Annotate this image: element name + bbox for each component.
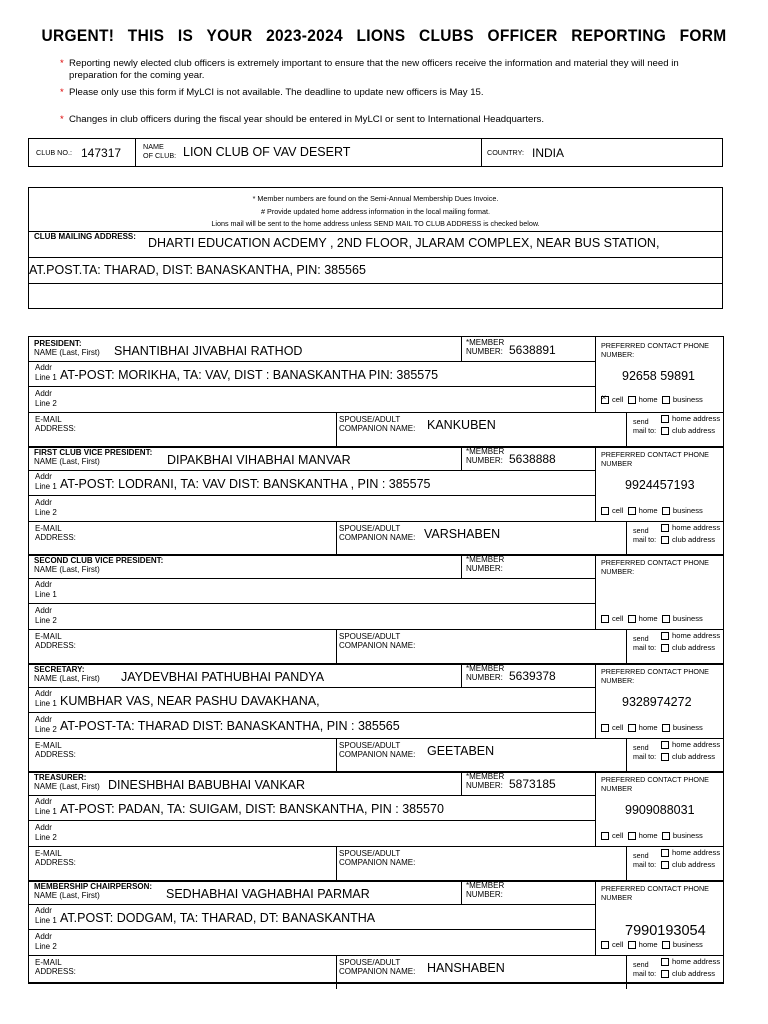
club-mailing-address-block: [28, 187, 723, 309]
spouse-label-2: COMPANION NAME:: [339, 533, 416, 542]
mail-to-label: mail to:: [633, 860, 657, 869]
addr-line2-label: Line 2: [35, 833, 57, 842]
email-label: E-MAIL: [35, 741, 62, 750]
bullet-star-icon: *: [60, 58, 64, 69]
name-sub-label: NAME (Last, First): [34, 782, 100, 791]
club-address-line1[interactable]: DHARTI EDUCATION ACDEMY , 2ND FLOOR, JLARAM COMPLEX, NEAR BUS STATION,: [148, 236, 660, 250]
club-name-label-bottom: OF CLUB:: [143, 151, 177, 160]
club-name-field[interactable]: LION CLUB OF VAV DESERT: [183, 145, 351, 159]
email-label-2: ADDRESS:: [35, 858, 76, 867]
officer-role-label: TREASURER:: [34, 773, 87, 782]
business-label: business: [672, 940, 703, 949]
mail-home-option: [661, 957, 720, 966]
mail-club-option: [661, 860, 715, 869]
email-label-2: ADDRESS:: [35, 967, 76, 976]
member-number-field[interactable]: 5638888: [509, 452, 556, 466]
business-label: business: [672, 614, 703, 623]
member-number-field[interactable]: 5638891: [509, 343, 556, 357]
email-label-2: ADDRESS:: [35, 641, 76, 650]
mail-club-option: [661, 969, 715, 978]
spouse-label: SPOUSE/ADULT: [339, 849, 401, 858]
addr-line1-field[interactable]: AT-POST: MORIKHA, TA: VAV, DIST : BANASKANTHA PIN: 385575: [60, 368, 439, 382]
preferred-phone-label: PREFERRED CONTACT PHONE: [601, 341, 709, 350]
phone-number-field[interactable]: 92658 59891: [622, 369, 695, 383]
addr-label: Addr: [35, 689, 52, 698]
home-address-label: home address: [672, 848, 721, 857]
club-address-line2[interactable]: AT.POST.TA: THARAD, DIST: BANASKANTHA, PIN: 385565: [29, 263, 366, 277]
club-address-label: club address: [672, 426, 716, 435]
email-label-2: ADDRESS:: [35, 424, 76, 433]
phone-type-options: [601, 940, 703, 949]
send-label: send: [633, 634, 649, 643]
officer-section-treasurer: [29, 771, 723, 880]
preferred-phone-label-2: NUMBER: [601, 459, 633, 468]
country-field[interactable]: INDIA: [532, 146, 565, 160]
home-address-label: home address: [672, 740, 721, 749]
cell-label: cell: [612, 723, 624, 732]
member-number-label: *MEMBER: [466, 447, 505, 456]
home-label: home: [638, 940, 658, 949]
club-info-row: [28, 138, 723, 167]
home-checkbox[interactable]: [628, 615, 636, 623]
addr-label: Addr: [35, 823, 52, 832]
note-mylci: [60, 87, 720, 99]
addr-label: Addr: [35, 932, 52, 941]
preferred-phone-label: PREFERRED CONTACT PHONE: [601, 884, 709, 893]
phone-type-options: [601, 506, 703, 515]
mail-club-option: [661, 643, 715, 652]
preferred-phone-label-2: NUMBER:: [601, 567, 635, 576]
spouse-name-field[interactable]: GEETABEN: [427, 744, 495, 758]
spouse-name-field[interactable]: HANSHABEN: [427, 961, 505, 975]
mail-to-label: mail to:: [633, 426, 657, 435]
email-label-2: ADDRESS:: [35, 750, 76, 759]
officer-section-membership-chairperson: [29, 880, 723, 989]
business-checkbox[interactable]: [662, 832, 670, 840]
send-label: send: [633, 960, 649, 969]
spouse-name-field[interactable]: VARSHABEN: [424, 527, 501, 541]
member-number-label-2: NUMBER:: [466, 781, 503, 790]
note-text: Please only use this form if MyLCI is not available. The deadline to update new officers is May 15.: [69, 87, 484, 98]
name-sub-label: NAME (Last, First): [34, 457, 100, 466]
send-label: send: [633, 526, 649, 535]
country-label: COUNTRY:: [487, 148, 525, 157]
preferred-phone-label-2: NUMBER: [601, 784, 633, 793]
addr-line2-label: Line 2: [35, 725, 57, 734]
spouse-label: SPOUSE/ADULT: [339, 524, 401, 533]
home-checkbox[interactable]: [628, 507, 636, 515]
officers-table: [28, 336, 724, 984]
home-label: home: [638, 723, 658, 732]
home-label: home: [638, 395, 658, 404]
name-sub-label: NAME (Last, First): [34, 674, 100, 683]
form-title: URGENT! THIS IS YOUR 2023-2024 LIONS CLUBS OFFICER REPORTING FORM: [41, 27, 727, 46]
member-number-label: *MEMBER: [466, 881, 505, 890]
club-address-label: club address: [672, 969, 716, 978]
phone-type-options: [601, 614, 703, 623]
bullet-star-icon: *: [60, 114, 64, 125]
phone-type-options: [601, 723, 703, 732]
email-label-2: ADDRESS:: [35, 533, 76, 542]
addr-label: Addr: [35, 580, 52, 589]
email-label: E-MAIL: [35, 524, 62, 533]
officer-role-label: PRESIDENT:: [34, 339, 82, 348]
spouse-label: SPOUSE/ADULT: [339, 632, 401, 641]
spouse-name-field[interactable]: KANKUBEN: [427, 418, 496, 432]
email-label: E-MAIL: [35, 849, 62, 858]
home-address-checkbox[interactable]: [661, 849, 669, 857]
info-home-address: # Provide updated home address information in the local mailing format.: [261, 207, 490, 216]
info-member-numbers: * Member numbers are found on the Semi-Annual Membership Dues Invoice.: [252, 194, 499, 203]
addr-label: Addr: [35, 715, 52, 724]
home-address-label: home address: [672, 523, 721, 532]
addr-line2-label: Line 2: [35, 399, 57, 408]
club-no-field[interactable]: 147317: [81, 146, 122, 160]
home-checkbox[interactable]: [628, 832, 636, 840]
officer-name-field[interactable]: SHANTIBHAI JIVABHAI RATHOD: [114, 344, 303, 358]
club-no-label: CLUB NO.:: [36, 148, 72, 157]
cell-checkbox[interactable]: [601, 615, 609, 623]
addr-line2-label: Line 2: [35, 942, 57, 951]
business-checkbox[interactable]: [662, 507, 670, 515]
preferred-phone-label: PREFERRED CONTACT PHONE: [601, 775, 709, 784]
name-sub-label: NAME (Last, First): [34, 891, 100, 900]
addr-line2-field[interactable]: AT-POST-TA: THARAD DIST: BANASKANTHA, PIN : 385565: [60, 719, 400, 733]
member-number-label: *MEMBER: [466, 338, 505, 347]
spouse-label-2: COMPANION NAME:: [339, 967, 416, 976]
member-number-label-2: NUMBER:: [466, 564, 503, 573]
officer-name-field[interactable]: DIPAKBHAI VIHABHAI MANVAR: [167, 453, 351, 467]
officer-role-label: MEMBERSHIP CHAIRPERSON:: [34, 882, 153, 891]
cell-checkbox[interactable]: [601, 507, 609, 515]
info-mail-policy: Lions mail will be sent to the home address unless SEND MAIL TO CLUB ADDRESS is checked below.: [211, 219, 540, 228]
cell-label: cell: [612, 940, 624, 949]
addr-line1-label: Line 1: [35, 916, 57, 925]
email-label: E-MAIL: [35, 958, 62, 967]
business-label: business: [672, 395, 703, 404]
member-number-label-2: NUMBER:: [466, 890, 503, 899]
home-address-checkbox[interactable]: [661, 415, 669, 423]
officer-role-label: SECOND CLUB VICE PRESIDENT:: [34, 556, 164, 565]
home-checkbox[interactable]: [628, 396, 636, 404]
club-address-label: club address: [672, 752, 716, 761]
note-text: Reporting newly elected club officers is extremely important to ensure that the new officers receive the information and material they will need in preparation for the coming year.: [69, 58, 679, 81]
mail-club-option: [661, 426, 715, 435]
preferred-phone-label-2: NUMBER:: [601, 676, 635, 685]
spouse-label: SPOUSE/ADULT: [339, 958, 401, 967]
club-address-checkbox[interactable]: [661, 644, 669, 652]
addr-line1-field[interactable]: KUMBHAR VAS, NEAR PASHU DAVAKHANA,: [60, 694, 320, 708]
officer-section-secretary: [29, 663, 723, 772]
mail-to-label: mail to:: [633, 643, 657, 652]
officer-section-second-vice-president: [29, 554, 723, 663]
addr-label: Addr: [35, 606, 52, 615]
preferred-phone-label: PREFERRED CONTACT PHONE: [601, 558, 709, 567]
cell-checkbox[interactable]: [601, 724, 609, 732]
home-address-label: home address: [672, 414, 721, 423]
home-label: home: [638, 831, 658, 840]
preferred-phone-label-2: NUMBER: [601, 893, 633, 902]
spouse-label: SPOUSE/ADULT: [339, 741, 401, 750]
business-label: business: [672, 723, 703, 732]
home-address-checkbox[interactable]: [661, 958, 669, 966]
club-address-label: club address: [672, 535, 716, 544]
email-label: E-MAIL: [35, 415, 62, 424]
send-label: send: [633, 851, 649, 860]
home-address-label: home address: [672, 631, 721, 640]
mail-home-option: [661, 631, 720, 640]
addr-line1-label: Line 1: [35, 807, 57, 816]
club-mailing-address-label: CLUB MAILING ADDRESS:: [34, 232, 136, 241]
addr-line1-label: Line 1: [35, 482, 57, 491]
mail-home-option: [661, 523, 720, 532]
club-address-checkbox[interactable]: [661, 427, 669, 435]
addr-label: Addr: [35, 389, 52, 398]
phone-type-options: [601, 395, 703, 404]
business-checkbox[interactable]: [662, 615, 670, 623]
addr-label: Addr: [35, 906, 52, 915]
business-label: business: [672, 831, 703, 840]
business-checkbox[interactable]: [662, 396, 670, 404]
home-label: home: [638, 614, 658, 623]
mail-to-label: mail to:: [633, 969, 657, 978]
mail-club-option: [661, 535, 715, 544]
addr-label: Addr: [35, 472, 52, 481]
officer-section-president: [29, 337, 723, 446]
phone-number-field[interactable]: 9328974272: [622, 695, 692, 709]
home-address-checkbox[interactable]: [661, 632, 669, 640]
send-label: send: [633, 743, 649, 752]
officer-role-label: FIRST CLUB VICE PRESIDENT:: [34, 448, 153, 457]
spouse-label-2: COMPANION NAME:: [339, 858, 416, 867]
member-number-label-2: NUMBER:: [466, 347, 503, 356]
club-address-label: club address: [672, 643, 716, 652]
officer-section-first-vice-president: [29, 446, 723, 555]
addr-line1-field[interactable]: AT-POST: PADAN, TA: SUIGAM, DIST: BANSKANTHA, PIN : 385570: [60, 802, 444, 816]
addr-line1-label: Line 1: [35, 699, 57, 708]
member-number-label-2: NUMBER:: [466, 673, 503, 682]
preferred-phone-label-2: NUMBER:: [601, 350, 635, 359]
phone-number-field[interactable]: 7990193054: [625, 923, 706, 939]
spouse-label-2: COMPANION NAME:: [339, 641, 416, 650]
club-address-checkbox[interactable]: [661, 970, 669, 978]
bullet-star-icon: *: [60, 87, 64, 98]
business-checkbox[interactable]: [662, 724, 670, 732]
addr-label: Addr: [35, 363, 52, 372]
officer-name-field[interactable]: JAYDEVBHAI PATHUBHAI PANDYA: [121, 670, 325, 684]
home-address-checkbox[interactable]: [661, 741, 669, 749]
mail-to-label: mail to:: [633, 752, 657, 761]
club-name-label-top: NAME: [143, 142, 164, 151]
mail-home-option: [661, 848, 720, 857]
cell-checkbox[interactable]: [601, 396, 609, 404]
phone-type-options: [601, 831, 703, 840]
home-checkbox[interactable]: [628, 941, 636, 949]
addr-label: Addr: [35, 797, 52, 806]
member-number-label: *MEMBER: [466, 772, 505, 781]
addr-line2-label: Line 2: [35, 508, 57, 517]
club-address-checkbox[interactable]: [661, 753, 669, 761]
phone-number-field[interactable]: 9924457193: [625, 478, 695, 492]
mail-club-option: [661, 752, 715, 761]
mail-home-option: [661, 740, 720, 749]
note-text: Changes in club officers during the fiscal year should be entered in MyLCI or sent to International Headquarters.: [69, 114, 544, 125]
preferred-phone-label: PREFERRED CONTACT PHONE: [601, 450, 709, 459]
cell-label: cell: [612, 831, 624, 840]
addr-line1-label: Line 1: [35, 590, 57, 599]
addr-line1-field[interactable]: AT-POST: LODRANI, TA: VAV DIST: BANSKANTHA , PIN : 385575: [60, 477, 431, 491]
name-sub-label: NAME (Last, First): [34, 565, 100, 574]
cell-checkbox[interactable]: [601, 832, 609, 840]
name-sub-label: NAME (Last, First): [34, 348, 100, 357]
cell-label: cell: [612, 614, 624, 623]
member-number-field[interactable]: 5639378: [509, 669, 556, 683]
addr-line2-label: Line 2: [35, 616, 57, 625]
cell-checkbox[interactable]: [601, 941, 609, 949]
officer-name-field[interactable]: DINESHBHAI BABUBHAI VANKAR: [108, 778, 306, 792]
member-number-label-2: NUMBER:: [466, 456, 503, 465]
addr-line1-field[interactable]: AT.POST: DODGAM, TA: THARAD, DT: BANASKANTHA: [60, 911, 376, 925]
mail-to-label: mail to:: [633, 535, 657, 544]
business-label: business: [672, 506, 703, 515]
home-checkbox[interactable]: [628, 724, 636, 732]
home-address-label: home address: [672, 957, 721, 966]
member-number-label: *MEMBER: [466, 555, 505, 564]
phone-number-field[interactable]: 9909088031: [625, 803, 695, 817]
club-address-label: club address: [672, 860, 716, 869]
business-checkbox[interactable]: [662, 941, 670, 949]
member-number-label: *MEMBER: [466, 664, 505, 673]
spouse-label: SPOUSE/ADULT: [339, 415, 401, 424]
home-address-checkbox[interactable]: [661, 524, 669, 532]
addr-label: Addr: [35, 498, 52, 507]
spouse-label-2: COMPANION NAME:: [339, 424, 416, 433]
note-changes: [60, 114, 720, 126]
note-reporting: [60, 58, 720, 82]
club-address-checkbox[interactable]: [661, 861, 669, 869]
email-label: E-MAIL: [35, 632, 62, 641]
cell-label: cell: [612, 506, 624, 515]
home-label: home: [638, 506, 658, 515]
spouse-label-2: COMPANION NAME:: [339, 750, 416, 759]
addr-line1-label: Line 1: [35, 373, 57, 382]
member-number-field[interactable]: 5873185: [509, 777, 556, 791]
officer-name-field[interactable]: SEDHABHAI VAGHABHAI PARMAR: [166, 887, 370, 901]
cell-label: cell: [612, 395, 624, 404]
officer-role-label: SECRETARY:: [34, 665, 85, 674]
club-address-checkbox[interactable]: [661, 536, 669, 544]
preferred-phone-label: PREFERRED CONTACT PHONE: [601, 667, 709, 676]
mail-home-option: [661, 414, 720, 423]
send-label: send: [633, 417, 649, 426]
